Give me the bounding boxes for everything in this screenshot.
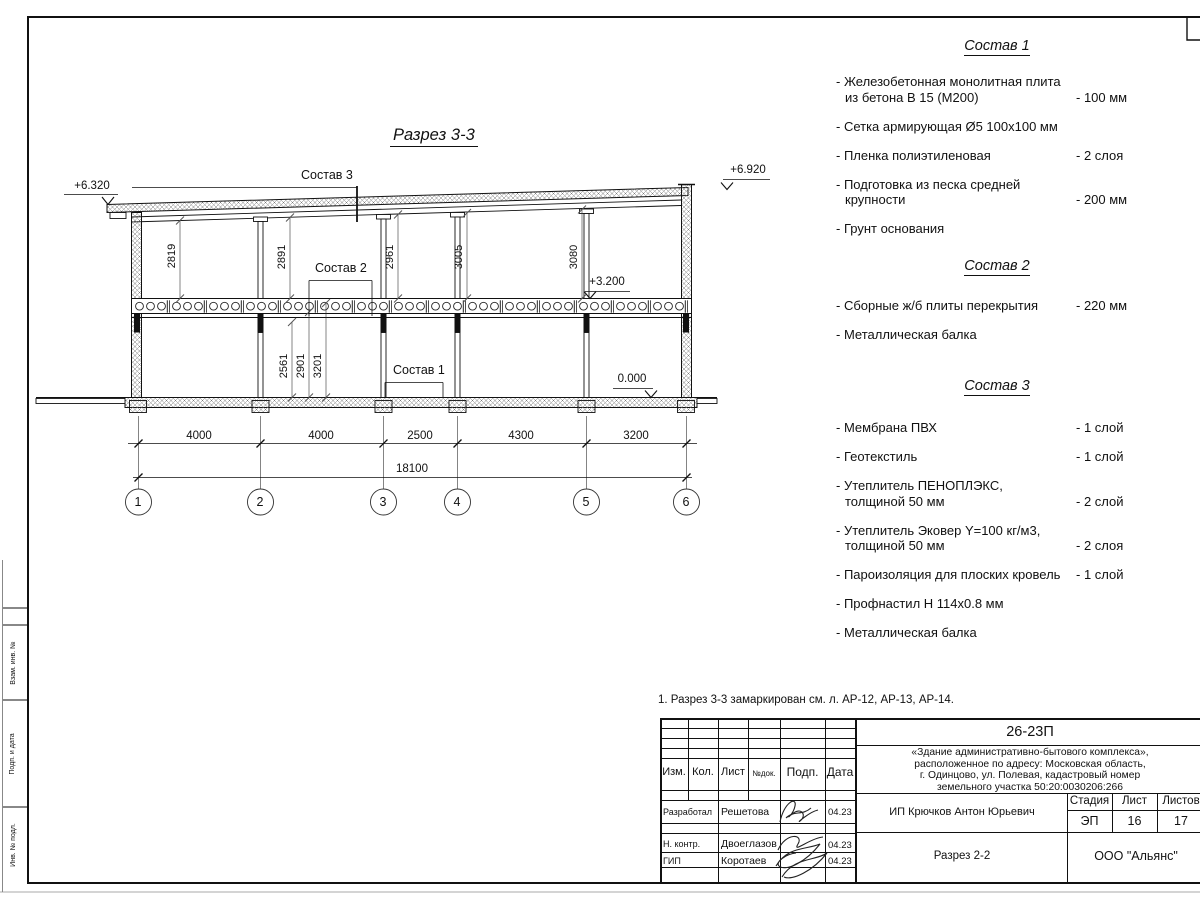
sign-role-3: ГИП <box>663 856 681 866</box>
sign-name-2: Двоеглазов <box>721 838 777 850</box>
elevation-roof-right: +6.920 <box>730 164 766 176</box>
leader-label-ground: Состав 1 <box>393 363 445 377</box>
sheets-total: 17 <box>1174 814 1188 828</box>
grid-bubble-4: 4 <box>453 495 461 509</box>
dim-bay-4: 4300 <box>508 430 534 442</box>
roof <box>107 188 688 223</box>
corner-box <box>1187 17 1200 40</box>
side-stamp-label-1: Взам. инв. № <box>9 641 17 685</box>
legend-title-3: Состав 3 <box>964 378 1030 394</box>
legend-item: - Металлическая балка <box>836 625 977 640</box>
legend-item: - Сетка армирующая Ø5 100х100 мм <box>836 118 1058 134</box>
sheet-number: 16 <box>1127 814 1142 828</box>
legend-title-2: Состав 2 <box>964 258 1030 274</box>
grid-bubble-2: 2 <box>256 495 264 509</box>
stage-header: Стадия <box>1069 795 1110 807</box>
dim-floor1-2: 2901 <box>295 353 307 379</box>
grid-bubbles <box>126 489 700 515</box>
elevation-floor2: +3.200 <box>589 276 625 288</box>
drawing-title: Разрез 3-3 <box>390 126 478 145</box>
dim-bay-3: 2500 <box>407 430 433 442</box>
legend-item: - Профнастил Н 114х0.8 мм <box>836 596 1004 611</box>
company-name: ООО "Альянс" <box>1094 849 1178 863</box>
side-stamp-label-3: Инв. № подл. <box>9 823 17 867</box>
leader-label-slab: Состав 2 <box>315 261 367 275</box>
dim-bay-1: 4000 <box>186 430 212 442</box>
sign-role-1: Разработал <box>663 807 712 817</box>
legend-title-1: Состав 1 <box>964 38 1030 54</box>
legend-item: - Геотекстиль - 1 слой <box>836 449 1124 464</box>
sign-date-1: 04.23 <box>828 807 852 818</box>
sign-role-2: Н. контр. <box>663 839 701 849</box>
legend-section-3 <box>836 378 1158 654</box>
legend-item: - Подготовка из песка средней крупности - 200 мм <box>836 176 1128 207</box>
sign-date-2: 04.23 <box>828 840 852 851</box>
dim-bay-5: 3200 <box>623 430 649 442</box>
grid-bubble-6: 6 <box>682 495 690 509</box>
sheet-note: 1. Разрез 3-3 замаркирован см. л. АР-12, АР-13, АР-14. <box>658 694 954 706</box>
col-list: Лист <box>721 766 745 778</box>
legend-item: - Утеплитель ПЕНОПЛЭКС, толщиной 50 мм - 2 слой <box>836 478 1124 509</box>
grid-bubble-1: 1 <box>134 495 142 509</box>
grid-bubble-5: 5 <box>582 495 590 509</box>
doc-number: 26-23П <box>1006 724 1054 740</box>
col-podp: Подп. <box>786 765 819 779</box>
legend-section-2 <box>836 258 1158 356</box>
project-name: «Здание административно-бытового комплекса», расположенное по адресу: Московская область, г. Одинцово, ул. Полевая, кадастровый номер земельного участка 50:20:0030206:266 <box>911 747 1149 793</box>
dim-total: 18100 <box>396 463 428 475</box>
leader-label-roof: Состав 3 <box>301 168 353 182</box>
sheet-name: Разрез 2-2 <box>933 850 991 862</box>
stage-value: ЭП <box>1080 814 1099 828</box>
col-kol: Кол. <box>692 766 714 778</box>
legend-item: - Утеплитель Эковер Y=100 кг/м3, толщиной 50 мм - 2 слоя <box>836 522 1124 553</box>
dim-floor1-1: 2561 <box>278 353 290 379</box>
legend-item: - Металлическая балка <box>836 327 977 342</box>
legend-item: - Мембрана ПВХ - 1 слой <box>836 420 1124 435</box>
side-stamp-label-2: Подп. и дата <box>8 733 16 775</box>
sheet-header: Лист <box>1122 795 1147 807</box>
legend-item: - Пароизоляция для плоских кровель - 1 слой <box>836 567 1124 582</box>
sign-date-3: 04.23 <box>828 856 852 867</box>
dimension-lines <box>128 416 697 489</box>
sign-name-3: Коротаев <box>721 855 767 867</box>
dim-floor2-2: 2891 <box>276 244 288 270</box>
col-izm: Изм. <box>662 766 686 778</box>
legend-item: - Грунт основания <box>836 221 945 236</box>
elevation-ground: 0.000 <box>617 373 647 385</box>
dim-floor2-1: 2819 <box>166 243 178 269</box>
col-data: Дата <box>826 765 854 779</box>
legend-item: - Пленка полиэтиленовая - 2 слоя <box>836 147 1124 163</box>
dim-floor2-3: 2961 <box>384 244 396 270</box>
floor-slab <box>132 299 692 318</box>
dim-floor2-5: 3080 <box>568 244 580 270</box>
dim-floor1-3: 3201 <box>312 353 324 379</box>
dim-bay-2: 4000 <box>308 430 334 442</box>
col-ndok: №док. <box>752 769 776 778</box>
legend-item: - Сборные ж/б плиты перекрытия - 220 мм <box>836 298 1128 313</box>
client-name: ИП Крючков Антон Юрьевич <box>889 806 1035 818</box>
upper-columns <box>254 209 594 299</box>
sheets-header: Листов <box>1162 795 1200 807</box>
legend-item: - Железобетонная монолитная плита из бетона В 15 (М200) - 100 мм <box>836 74 1128 105</box>
elevation-roof-left: +6.320 <box>74 180 110 192</box>
dim-floor2-4: 3005 <box>453 244 465 270</box>
legend-section-1 <box>836 38 1158 250</box>
grid-bubble-3: 3 <box>379 495 387 509</box>
beam-stubs <box>134 314 689 333</box>
sign-name-1: Решетова <box>721 806 770 818</box>
signatures <box>772 790 834 882</box>
